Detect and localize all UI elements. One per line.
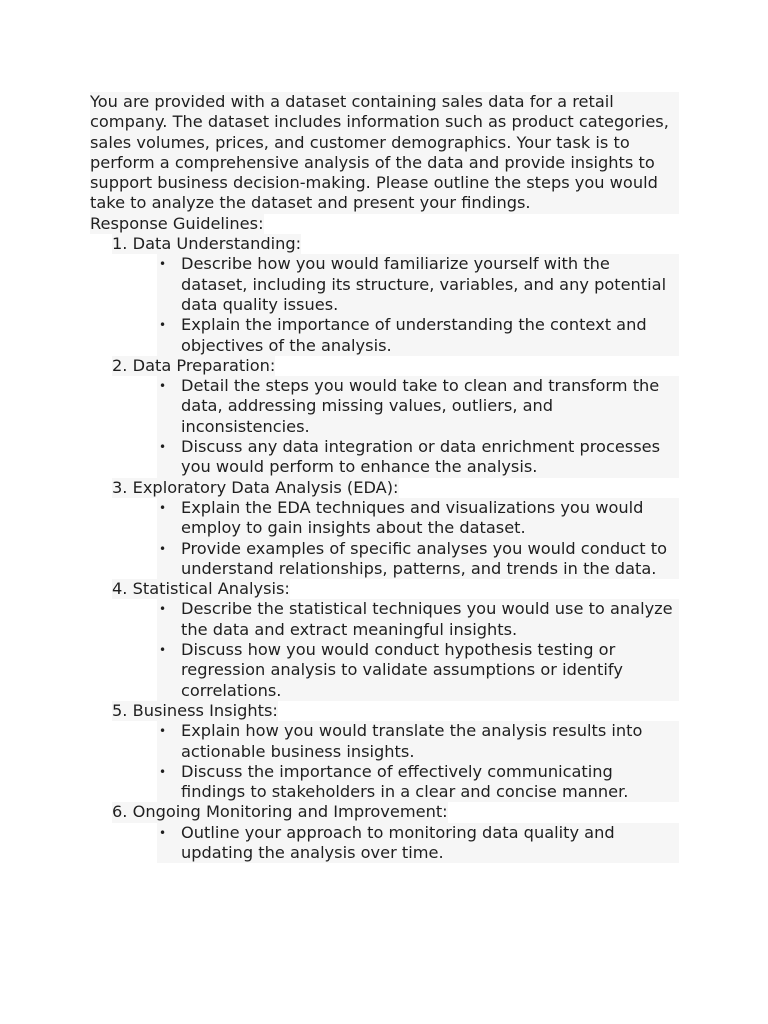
bullet-list [157,254,679,355]
guideline-section [90,356,679,478]
section-title: Data Understanding: [132,234,302,254]
section-heading [112,579,290,599]
guideline-section [90,701,679,802]
section-heading [112,701,278,721]
section-heading [112,356,275,376]
bullet-item [157,762,679,803]
bullet-list [157,823,679,864]
section-title: Business Insights: [132,700,278,720]
bullet-dot-icon: • [159,643,167,658]
bullet-text: Describe how you would familiarize yourself with the dataset, including its structure, variables, and any potential data quality issues. [181,254,667,314]
bullet-text: Describe the statistical techniques you would use to analyze the data and extract meaningful insights. [181,599,673,639]
section-title: Ongoing Monitoring and Improvement: [132,802,448,822]
section-heading [112,478,399,498]
bullet-text: Outline your approach to monitoring data quality and updating the analysis over time. [181,822,615,862]
bullet-list [157,498,679,579]
section-heading [112,802,448,822]
bullet-list [157,376,679,477]
guideline-section [90,234,679,356]
bullet-item [157,254,679,315]
guidelines-list [90,234,679,863]
bullet-text: Explain how you would translate the analysis results into actionable business insights. [181,721,643,761]
bullet-text: Detail the steps you would take to clean and transform the data, addressing missing values, outliers, and inconsistencies. [181,376,660,436]
bullet-list [157,599,679,700]
bullet-dot-icon: • [159,318,167,333]
bullet-text: Discuss the importance of effectively communicating findings to stakeholders in a clear and concise manner. [181,761,629,802]
bullet-text: Explain the importance of understanding the context and objectives of the analysis. [181,315,647,355]
bullet-dot-icon: • [159,257,167,272]
bullet-dot-icon: • [159,500,167,515]
bullet-item [157,640,679,701]
bullet-dot-icon: • [159,724,167,739]
bullet-dot-icon: • [159,764,167,779]
bullet-dot-icon: • [159,440,167,455]
bullet-dot-icon: • [159,541,167,556]
guideline-section [90,579,679,701]
section-number: 6. [112,802,128,822]
intro-paragraph: You are provided with a dataset containing sales data for a retail company. The dataset includes information such as product categories, sales volumes, prices, and customer demographics. Your task is to perform a comprehensive analysis of the data and provide insights to support business decision-making. Please outline the steps you would take to analyze the dataset and present your findings. [90,92,679,214]
bullet-item [157,721,679,762]
section-number: 1. [112,234,128,254]
section-title: Data Preparation: [132,355,276,375]
bullet-dot-icon: • [159,379,167,394]
guidelines-heading: Response Guidelines: [90,213,264,233]
bullet-text: Discuss any data integration or data enrichment processes you would perform to enhance the analysis. [181,437,661,477]
guideline-section [90,478,679,579]
section-title: Statistical Analysis: [132,579,290,599]
section-number: 3. [112,477,128,497]
section-title: Exploratory Data Analysis (EDA): [132,477,399,497]
document-body [90,92,679,863]
bullet-dot-icon: • [159,825,167,840]
section-number: 2. [112,355,128,375]
bullet-item [157,376,679,437]
bullet-item [157,315,679,356]
guideline-section [90,802,679,863]
bullet-text: Discuss how you would conduct hypothesis testing or regression analysis to validate assumptions or identify correlations. [181,640,623,700]
bullet-item [157,539,679,580]
section-heading [112,234,301,254]
bullet-item [157,599,679,640]
bullet-item [157,823,679,864]
bullet-item [157,498,679,539]
section-number: 4. [112,579,128,599]
bullet-text: Provide examples of specific analyses you would conduct to understand relationships, patterns, and trends in the data. [181,538,668,578]
bullet-item [157,437,679,478]
bullet-text: Explain the EDA techniques and visualizations you would employ to gain insights about the dataset. [181,497,644,538]
bullet-dot-icon: • [159,602,167,617]
section-number: 5. [112,700,128,720]
bullet-list [157,721,679,802]
